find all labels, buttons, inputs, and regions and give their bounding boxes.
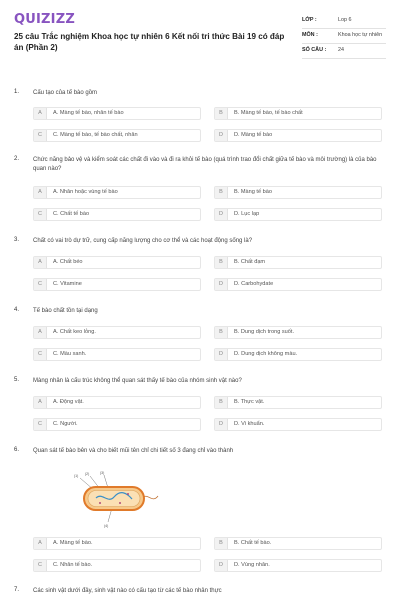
question-1 xyxy=(14,89,386,145)
question-number: 7. xyxy=(14,587,20,593)
option-letter: B xyxy=(215,327,228,338)
question-text: Chức năng bảo vệ và kiểm soát các chất đi vào và đi ra khỏi tế bào (quá trình trao đổi chất giữa tế bào và môi trường) là của bào quan nào? xyxy=(33,157,377,172)
option-text: A. Động vật. xyxy=(53,399,84,405)
option-d[interactable] xyxy=(214,348,382,361)
question-text: Tế bào chất tồn tại dạng xyxy=(33,308,98,314)
option-text: D. Màng tế bào xyxy=(234,132,273,138)
question-2 xyxy=(14,156,386,224)
option-letter: C xyxy=(34,560,47,571)
option-c[interactable] xyxy=(33,208,201,221)
option-letter: D xyxy=(215,419,228,430)
option-text: C. Vitamine xyxy=(53,281,82,287)
option-text: D. Dung dịch không màu. xyxy=(234,351,298,357)
option-letter: D xyxy=(215,209,228,220)
option-a[interactable] xyxy=(33,256,201,269)
ribosome xyxy=(119,502,121,504)
option-letter: A xyxy=(34,538,47,549)
option-text: C. Người. xyxy=(53,421,78,427)
question-7 xyxy=(14,587,386,599)
option-text: B. Thực vật. xyxy=(234,399,265,405)
question-number: 2. xyxy=(14,156,20,162)
figure-label: (2) xyxy=(85,472,90,476)
option-text: C. Nhân tế bào. xyxy=(53,562,93,568)
option-d[interactable] xyxy=(214,129,382,142)
question-5 xyxy=(14,377,386,433)
option-a[interactable] xyxy=(33,107,201,120)
option-letter: D xyxy=(215,130,228,141)
question-number: 1. xyxy=(14,89,20,95)
question-3 xyxy=(14,237,386,293)
option-c[interactable] xyxy=(33,278,201,291)
option-a[interactable] xyxy=(33,537,201,550)
option-text: B. Dung dịch trong suốt. xyxy=(234,329,295,335)
option-text: A. Màng tế bào, nhân tế bào xyxy=(53,110,124,116)
figure-label: (3) xyxy=(100,471,105,475)
meta-grade: LỚP : Lop 6 xyxy=(302,14,386,29)
figure-label: (4) xyxy=(104,524,109,528)
option-b[interactable] xyxy=(214,256,382,269)
option-text: A. Nhân hoặc vùng tế bào xyxy=(53,189,118,195)
option-letter: C xyxy=(34,209,47,220)
option-c[interactable] xyxy=(33,559,201,572)
option-text: C. Màu xanh. xyxy=(53,351,87,357)
option-letter: C xyxy=(34,419,47,430)
option-text: C. Màng tế bào, tế bào chất, nhân xyxy=(53,132,138,138)
document-header xyxy=(0,0,400,80)
option-b[interactable] xyxy=(214,326,382,339)
option-c[interactable] xyxy=(33,348,201,361)
option-letter: A xyxy=(34,327,47,338)
option-letter: D xyxy=(215,349,228,360)
option-text: D. Vi khuẩn. xyxy=(234,421,265,427)
question-text: Cấu tạo của tế bào gồm xyxy=(33,90,98,96)
option-letter: B xyxy=(215,108,228,119)
question-number: 6. xyxy=(14,447,20,453)
ribosome xyxy=(99,502,101,504)
option-d[interactable] xyxy=(214,559,382,572)
option-letter: D xyxy=(215,560,228,571)
bacterium-cell-figure xyxy=(70,470,160,528)
option-text: B. Chất tế bào. xyxy=(234,540,272,546)
option-a[interactable] xyxy=(33,396,201,409)
option-d[interactable] xyxy=(214,278,382,291)
option-text: B. Chất đạm xyxy=(234,259,266,265)
option-text: D. Vùng nhân. xyxy=(234,562,270,568)
meta-question-count: SỐ CÂU : 24 xyxy=(302,44,386,59)
question-number: 3. xyxy=(14,237,20,243)
option-c[interactable] xyxy=(33,418,201,431)
option-letter: A xyxy=(34,257,47,268)
quizizz-logo: QUIZIZZ xyxy=(14,12,75,27)
question-text: Các sinh vật dưới đây, sinh vật nào có cấu tạo từ các tế bào nhân thực xyxy=(33,588,222,594)
option-d[interactable] xyxy=(214,208,382,221)
option-text: B. Màng tế bào xyxy=(234,189,272,195)
option-letter: C xyxy=(34,130,47,141)
option-letter: A xyxy=(34,108,47,119)
option-b[interactable] xyxy=(214,537,382,550)
option-text: D. Carbohydate xyxy=(234,281,274,287)
option-text: A. Màng tế bào. xyxy=(53,540,93,546)
option-letter: C xyxy=(34,279,47,290)
meta-subject: MÔN : Khoa học tự nhiên xyxy=(302,29,386,44)
option-a[interactable] xyxy=(33,326,201,339)
option-b[interactable] xyxy=(214,396,382,409)
quiz-meta xyxy=(302,14,386,59)
option-text: B. Màng tế bào, tế bào chất xyxy=(234,110,303,116)
question-text: Màng nhân là cấu trúc không thể quan sát thấy tế bào của nhóm sinh vật nào? xyxy=(33,378,242,384)
option-letter: B xyxy=(215,187,228,198)
page-title: 25 câu Trắc nghiệm Khoa học tự nhiên 6 Kết nối tri thức Bài 19 có đáp án (Phần 2) xyxy=(14,32,285,52)
option-letter: B xyxy=(215,397,228,408)
option-b[interactable] xyxy=(214,107,382,120)
option-text: D. Lục lạp xyxy=(234,211,260,217)
option-letter: A xyxy=(34,187,47,198)
option-letter: A xyxy=(34,397,47,408)
option-a[interactable] xyxy=(33,186,201,199)
option-letter: D xyxy=(215,279,228,290)
question-4 xyxy=(14,307,386,363)
option-c[interactable] xyxy=(33,129,201,142)
option-letter: B xyxy=(215,538,228,549)
option-text: A. Chất béo xyxy=(53,259,83,265)
option-b[interactable] xyxy=(214,186,382,199)
option-letter: C xyxy=(34,349,47,360)
option-text: A. Chất keo lỏng. xyxy=(53,329,96,335)
figure-label: (1) xyxy=(74,474,79,478)
question-text: Chất có vai trò dự trữ, cung cấp năng lượng cho cơ thể và các hoạt động sống là? xyxy=(33,238,253,244)
ribosome xyxy=(127,493,129,495)
option-text: C. Chất tế bào xyxy=(53,211,90,217)
question-text: Quan sát tế bào bên và cho biết mũi tên chỉ chi tiết số 3 đang chỉ vào thành xyxy=(33,448,234,454)
option-d[interactable] xyxy=(214,418,382,431)
question-number: 4. xyxy=(14,307,20,313)
option-letter: B xyxy=(215,257,228,268)
question-number: 5. xyxy=(14,377,20,383)
